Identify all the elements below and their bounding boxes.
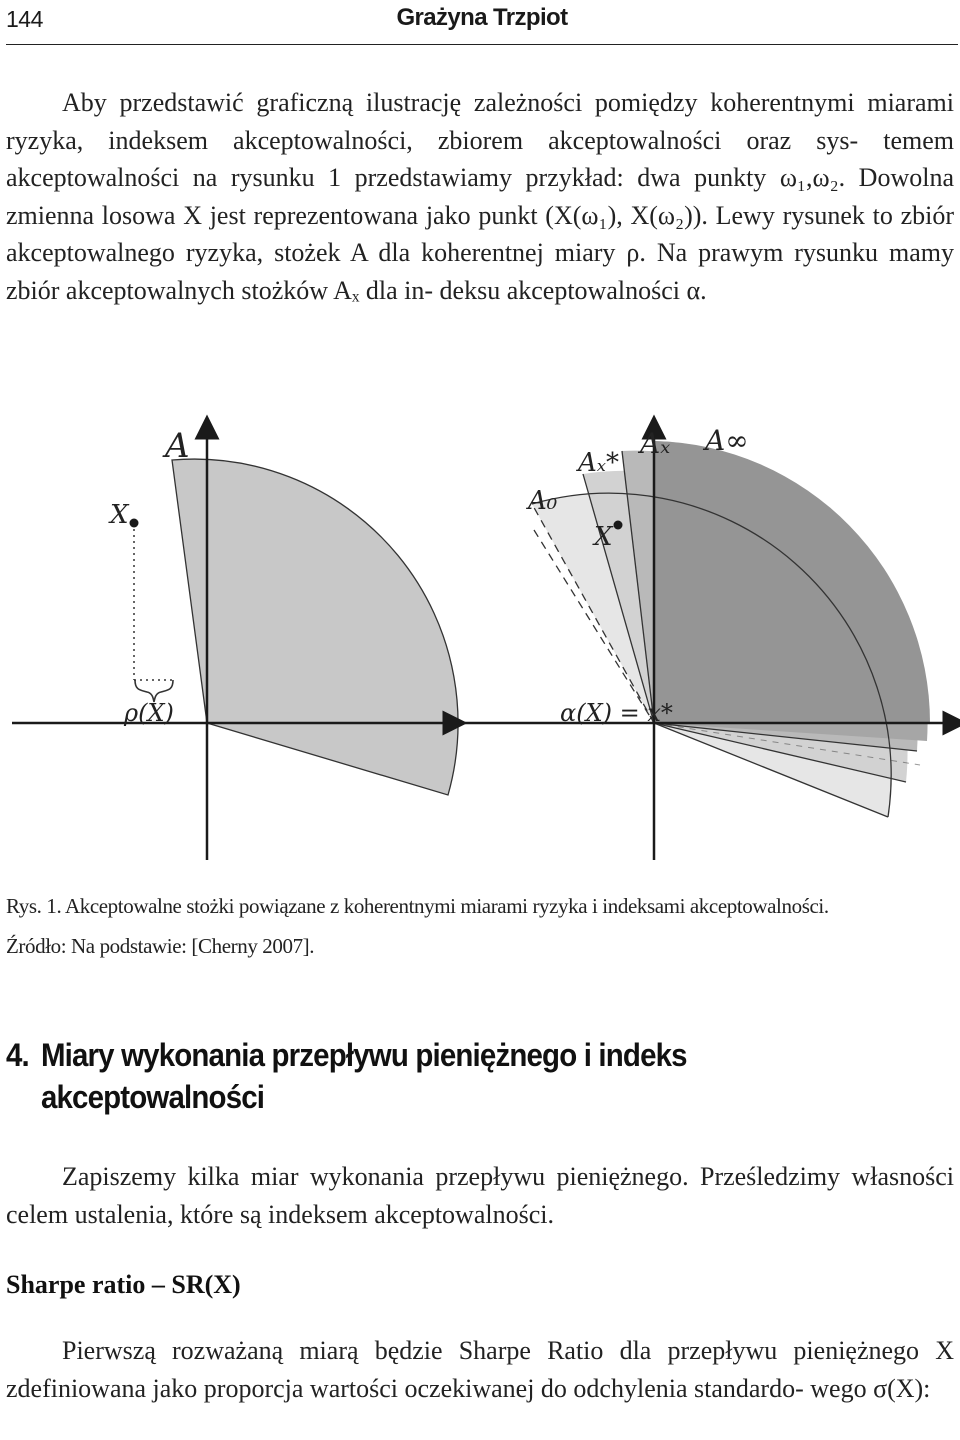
cone-label-a-infinity: A∞ [705, 424, 749, 457]
intro-line: deksu akceptowalności α. [439, 275, 707, 305]
left-point-label: X [110, 500, 129, 530]
right-index-label: α(X) = x* [560, 699, 673, 727]
left-brace-label: ρ(X) [124, 699, 174, 727]
intro-line: Aby przedstawić graficzną ilustrację zależności pomiędzy koherentnymi [62, 88, 855, 117]
right-point-x [614, 521, 623, 530]
intro-line: ω₁,ω₂. Dowolna zmienna losowa X jest reprezentowana jako punkt (X(ω₁), [6, 163, 954, 230]
running-head [6, 0, 958, 45]
figure-acceptable-cones [0, 405, 960, 870]
intro-line: temem akceptowalności na rysunku 1 przedstawiamy przykład: dwa punkty [6, 125, 955, 192]
intro-line: miary ρ. Na prawym rysunku mamy zbiór akceptowalnych stożków Aₓ dla in- [6, 238, 955, 305]
page-number: 144 [6, 6, 43, 32]
cone-label-a0: A₀ [528, 486, 558, 516]
sharpe-line: X zdefiniowana jako proporcja wartości oczekiwanej do odchylenia standardo- [6, 1336, 954, 1403]
author-name: Grażyna Trzpiot [396, 4, 568, 31]
section-number: 4. [6, 1037, 29, 1073]
left-cone-label: A [165, 426, 190, 466]
right-point-label: X [594, 522, 613, 552]
section-intro-line: własności celem ustalenia, które są indeksem akceptowalności. [6, 1162, 955, 1229]
section-intro-line: Zapiszemy kilka miar wykonania przepływu pieniężnego. Prześledzimy [62, 1162, 841, 1191]
figure-svg [0, 405, 960, 870]
left-cone-region [172, 459, 458, 795]
section-title-line2: akceptowalności [40, 1079, 265, 1115]
section-title-line1: Miary wykonania przepływu pieniężnego i indeks [40, 1037, 687, 1073]
intro-line: X(ω₂)). Lewy rysunek to zbiór akceptowalnego ryzyka, stożek A dla koherentnej [6, 200, 954, 267]
figure-source: Źródło: Na podstawie: [Cherny 2007]. [6, 934, 315, 958]
sharpe-paragraph [6, 1332, 954, 1407]
section-intro-paragraph [6, 1158, 954, 1233]
intro-paragraph [6, 84, 954, 309]
cone-dark-core [654, 441, 930, 723]
subsection-heading: Sharpe ratio – SR(X) [6, 1270, 241, 1299]
section-heading [6, 1034, 834, 1118]
left-panel [12, 426, 458, 860]
right-panel [458, 424, 955, 860]
sharpe-line: wego σ(X): [810, 1373, 931, 1403]
left-point-x [130, 519, 139, 528]
intro-line: miarami ryzyka, indeksem akceptowalności, zbiorem akceptowalności oraz sys- [6, 88, 954, 155]
cone-label-ax-star: Aₓ* [578, 448, 620, 478]
figure-caption: Rys. 1. Akceptowalne stożki powiązane z koherentnymi miarami ryzyka i indeksami akceptowalności. [6, 894, 829, 918]
sharpe-line: Pierwszą rozważaną miarą będzie Sharpe Ratio dla przepływu pieniężnego [62, 1336, 920, 1365]
cone-label-ax: Aₓ [640, 427, 671, 460]
